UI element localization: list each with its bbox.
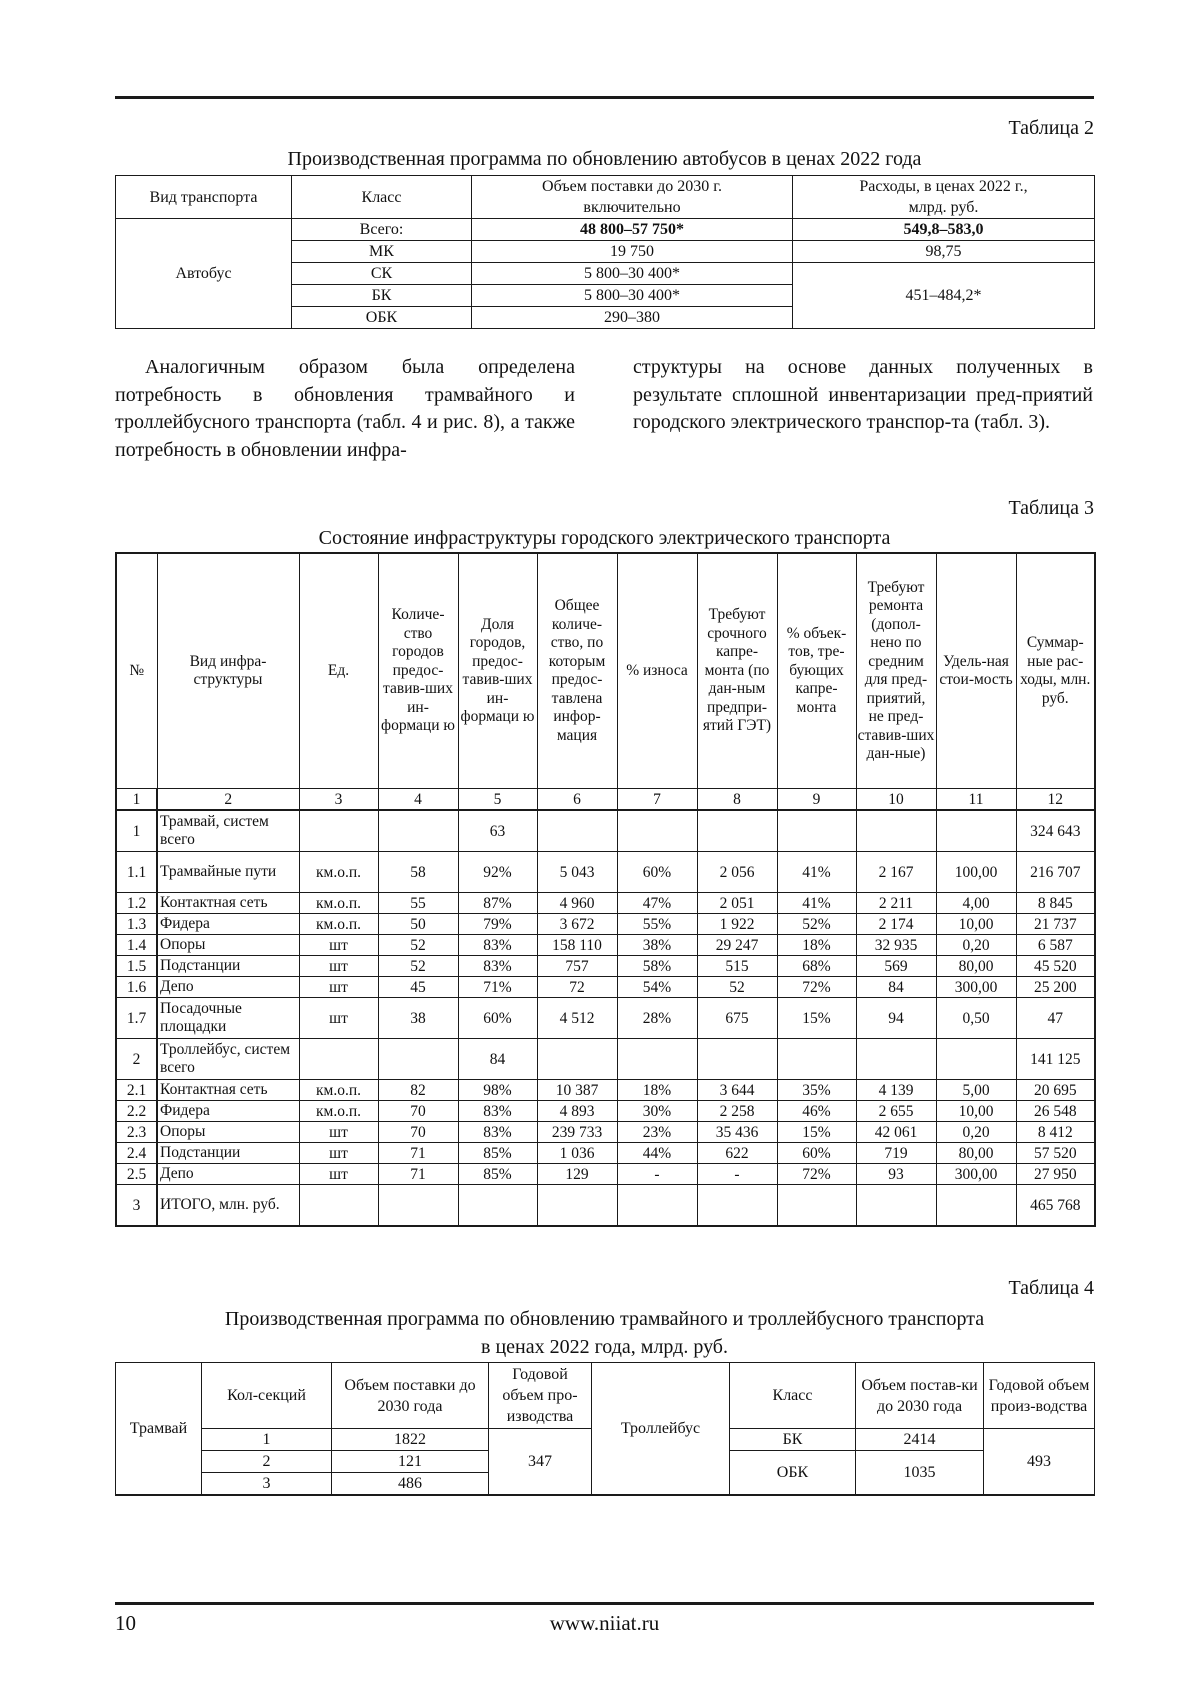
table3-cell: 4 512	[537, 998, 617, 1039]
page-number: 10	[115, 1611, 136, 1635]
table2-volume-cell: 48 800–57 750*	[472, 219, 793, 241]
table3-body	[116, 810, 1095, 1226]
column-number: 7	[617, 789, 697, 811]
table3-cell: 10 387	[537, 1080, 617, 1101]
table3-cell: 38	[378, 998, 458, 1039]
table4-class-cell: БК	[730, 1429, 856, 1451]
table3-cell: 72%	[777, 977, 856, 998]
table4	[115, 1362, 1095, 1496]
table2-class-cell: МК	[292, 241, 472, 263]
table3-header-cell: Удель-ная стои-мость	[936, 553, 1016, 789]
table4-tram-annual: 347	[489, 1429, 592, 1496]
table3-cell: 2 174	[856, 914, 936, 935]
table2-header-cell: Расходы, в ценах 2022 г., млрд. руб.	[793, 176, 1095, 219]
table3-cell: 25 200	[1016, 977, 1095, 998]
column-number: 5	[458, 789, 537, 811]
table3-cell: -	[697, 1164, 777, 1185]
row-number-cell: 1	[116, 810, 157, 852]
table3-cell	[378, 1185, 458, 1227]
table3-cell: 2 167	[856, 852, 936, 893]
table3-cell	[856, 1185, 936, 1227]
column-number: 12	[1016, 789, 1095, 811]
row-number-cell: 2	[116, 1039, 157, 1080]
infrastructure-name-cell: Подстанции	[157, 1143, 299, 1164]
table3-cell: 2 258	[697, 1101, 777, 1122]
table2-cost-cell: 549,8–583,0	[793, 219, 1095, 241]
infrastructure-name-cell: Опоры	[157, 935, 299, 956]
infrastructure-name-cell: Контактная сеть	[157, 893, 299, 914]
column-number: 1	[116, 789, 157, 811]
table3-cell	[777, 1039, 856, 1080]
table3-cell: 83%	[458, 1101, 537, 1122]
table3-cell: 46%	[777, 1101, 856, 1122]
table3-cell: 4 893	[537, 1101, 617, 1122]
table3-cell: 29 247	[697, 935, 777, 956]
table3-cell: 465 768	[1016, 1185, 1095, 1227]
table4-header-cell: Объем поставки до 2030 года	[332, 1363, 489, 1429]
table3-cell: 83%	[458, 1122, 537, 1143]
row-number-cell: 1.1	[116, 852, 157, 893]
footer-rule	[115, 1602, 1094, 1605]
table3-cell: 41%	[777, 852, 856, 893]
table3-cell: 55	[378, 893, 458, 914]
table3-label: Таблица 3	[1008, 497, 1094, 519]
table3-cell: 72	[537, 977, 617, 998]
infrastructure-name-cell: Депо	[157, 1164, 299, 1185]
table3-cell: 28%	[617, 998, 697, 1039]
column-number: 8	[697, 789, 777, 811]
table3-cell: 3 672	[537, 914, 617, 935]
table4-volume-cell: 1035	[856, 1451, 984, 1496]
table3-cell: 2 056	[697, 852, 777, 893]
table3-cell: 68%	[777, 956, 856, 977]
table3-cell: 30%	[617, 1101, 697, 1122]
table3-cell: шт	[299, 956, 378, 977]
table3-cell	[537, 810, 617, 852]
table3-cell: 55%	[617, 914, 697, 935]
table3-cell: 44%	[617, 1143, 697, 1164]
table3-cell: 4,00	[936, 893, 1016, 914]
table3-cell: 71	[378, 1143, 458, 1164]
table3-cell	[856, 810, 936, 852]
table3-cell: 515	[697, 956, 777, 977]
table3-cell: 4 960	[537, 893, 617, 914]
table3-cell: 52	[378, 935, 458, 956]
table3-cell: 5,00	[936, 1080, 1016, 1101]
column-number: 10	[856, 789, 936, 811]
table3-cell: 21 737	[1016, 914, 1095, 935]
table3-cell: 70	[378, 1101, 458, 1122]
table4-title-line1: Производственная программа по обновлению трамвайного и троллейбусного транспорта	[224, 1308, 985, 1330]
table3-cell	[378, 1039, 458, 1080]
table3-cell: 8 412	[1016, 1122, 1095, 1143]
table3-header-cell: % объек-тов, тре-бующих капре-монта	[777, 553, 856, 789]
row-number-cell: 2.2	[116, 1101, 157, 1122]
table3-cell: 141 125	[1016, 1039, 1095, 1080]
table3-cell: 18%	[777, 935, 856, 956]
table3-cell: 239 733	[537, 1122, 617, 1143]
table-row	[116, 893, 1095, 914]
table3-cell: 92%	[458, 852, 537, 893]
table3-cell: 63	[458, 810, 537, 852]
table-row	[116, 1122, 1095, 1143]
table3-cell: 79%	[458, 914, 537, 935]
infrastructure-name-cell: Подстанции	[157, 956, 299, 977]
table3-cell: 8 845	[1016, 893, 1095, 914]
table3-header-cell: % износа	[617, 553, 697, 789]
row-number-cell: 1.4	[116, 935, 157, 956]
table3-header-cell: Ед.	[299, 553, 378, 789]
table4-sections-cell: 1	[202, 1429, 332, 1451]
table3-cell: 18%	[617, 1080, 697, 1101]
infrastructure-name-cell: Трамвай, систем всего	[157, 810, 299, 852]
table3-cell: 70	[378, 1122, 458, 1143]
infrastructure-name-cell: Посадочные площадки	[157, 998, 299, 1039]
table3-cell: 71	[378, 1164, 458, 1185]
table3-cell	[936, 810, 1016, 852]
table-row	[116, 1101, 1095, 1122]
paragraph-left-column: Аналогичным образом была определена потребность в обновления трамвайного и троллейбусного транспорта (табл. 4 и рис. 8), а также потребность в обновлении инфра-	[115, 356, 575, 461]
table3-cell: 324 643	[1016, 810, 1095, 852]
table3-cell: 2 051	[697, 893, 777, 914]
table4-header-row	[116, 1363, 1095, 1429]
table3-cell	[936, 1039, 1016, 1080]
column-number: 9	[777, 789, 856, 811]
table3-cell	[458, 1185, 537, 1227]
table3-header-cell: Вид инфра-структуры	[157, 553, 299, 789]
infrastructure-name-cell: Фидера	[157, 914, 299, 935]
table4-class-cell: ОБК	[730, 1451, 856, 1496]
table3-cell: 4 139	[856, 1080, 936, 1101]
footer-url-link[interactable]: www.niiat.ru	[549, 1611, 660, 1635]
table3-header-cell: Суммар-ные рас-ходы, млн. руб.	[1016, 553, 1095, 789]
table3-cell: 71%	[458, 977, 537, 998]
table2	[115, 175, 1095, 329]
table3-cell: 2 655	[856, 1101, 936, 1122]
table3-cell: 622	[697, 1143, 777, 1164]
table3-cell: 10,00	[936, 914, 1016, 935]
table3-cell: шт	[299, 935, 378, 956]
column-number: 2	[157, 789, 299, 811]
table3-cell: 87%	[458, 893, 537, 914]
table3-cell	[777, 1185, 856, 1227]
column-number: 4	[378, 789, 458, 811]
table3-cell: 300,00	[936, 977, 1016, 998]
table3-cell: 300,00	[936, 1164, 1016, 1185]
table3-cell: 10,00	[936, 1101, 1016, 1122]
table3-cell: 757	[537, 956, 617, 977]
table3-cell: 52	[378, 956, 458, 977]
row-number-cell: 1.3	[116, 914, 157, 935]
table2-class-cell: Всего:	[292, 219, 472, 241]
table3-cell	[697, 1185, 777, 1227]
table3-cell: 84	[458, 1039, 537, 1080]
table3-cell: шт	[299, 1122, 378, 1143]
table4-tram-label: Трамвай	[116, 1363, 202, 1496]
table3-cell	[537, 1185, 617, 1227]
table3-cell: 5 043	[537, 852, 617, 893]
table4-header-cell: Объем постав-ки до 2030 года	[856, 1363, 984, 1429]
table3-cell: 85%	[458, 1164, 537, 1185]
table3-cell: 3 644	[697, 1080, 777, 1101]
table3-cell: 85%	[458, 1143, 537, 1164]
table3-cell: 1 036	[537, 1143, 617, 1164]
table3-cell	[697, 810, 777, 852]
table3-cell: 57 520	[1016, 1143, 1095, 1164]
table3-title: Состояние инфраструктуры городского электрического транспорта	[318, 527, 891, 549]
table2-header-row	[116, 176, 1095, 219]
table4-label: Таблица 4	[1008, 1277, 1094, 1299]
table2-volume-cell: 290–380	[472, 307, 793, 329]
column-number: 11	[936, 789, 1016, 811]
table3-cell: 26 548	[1016, 1101, 1095, 1122]
row-number-cell: 1.2	[116, 893, 157, 914]
table3-cell: 1 922	[697, 914, 777, 935]
table-row	[116, 1164, 1095, 1185]
infrastructure-name-cell: Контактная сеть	[157, 1080, 299, 1101]
table-row	[116, 1185, 1095, 1227]
row-number-cell: 1.7	[116, 998, 157, 1039]
row-number-cell: 2.4	[116, 1143, 157, 1164]
table3-cell: 35 436	[697, 1122, 777, 1143]
table2-class-cell: СК	[292, 263, 472, 285]
table3-cell: 100,00	[936, 852, 1016, 893]
table3-header-cell: №	[116, 553, 157, 789]
table2-cost-cell: 98,75	[793, 241, 1095, 263]
table3-cell: 47	[1016, 998, 1095, 1039]
row-number-cell: 2.5	[116, 1164, 157, 1185]
table3-header-cell: Требуют ремонта (допол-нено по средним для пред-приятий, не пред-ставив-ших дан-ные)	[856, 553, 936, 789]
table3-cell: 2 211	[856, 893, 936, 914]
table4-header-cell: Кол-секций	[202, 1363, 332, 1429]
table3-cell	[299, 810, 378, 852]
table3-cell	[936, 1185, 1016, 1227]
row-number-cell: 1.5	[116, 956, 157, 977]
table3-cell	[299, 1039, 378, 1080]
table3-cell: 83%	[458, 935, 537, 956]
table3-header-cell: Доля городов, предос-тавив-ших ин-формаци ю	[458, 553, 537, 789]
table2-volume-cell: 5 800–30 400*	[472, 263, 793, 285]
table3-cell: 47%	[617, 893, 697, 914]
table3-header-row	[116, 553, 1095, 789]
table4-header-cell: Класс	[730, 1363, 856, 1429]
table-row	[116, 852, 1095, 893]
column-number: 6	[537, 789, 617, 811]
table3-cell: 0,20	[936, 935, 1016, 956]
table-row	[116, 935, 1095, 956]
table3-cell: 35%	[777, 1080, 856, 1101]
table4-header-cell: Годовой объем про-изводства	[489, 1363, 592, 1429]
table3-header-cell: Количе-ство городов предос-тавив-ших ин-формаци ю	[378, 553, 458, 789]
table2-header-cell: Объем поставки до 2030 г. включительно	[472, 176, 793, 219]
table3-cell: 60%	[617, 852, 697, 893]
table-row	[116, 956, 1095, 977]
table3-cell: 45	[378, 977, 458, 998]
infrastructure-name-cell: Фидера	[157, 1101, 299, 1122]
table3-cell: 50	[378, 914, 458, 935]
table4-volume-cell: 2414	[856, 1429, 984, 1451]
row-number-cell: 2.3	[116, 1122, 157, 1143]
table-row	[116, 810, 1095, 852]
table3-cell: 719	[856, 1143, 936, 1164]
table3-cell: км.о.п.	[299, 914, 378, 935]
table-row	[116, 219, 1095, 241]
table3-cell: 72%	[777, 1164, 856, 1185]
table3-cell	[697, 1039, 777, 1080]
table3-cell: 98%	[458, 1080, 537, 1101]
table4-title-line2: в ценах 2022 года, млрд. руб.	[481, 1336, 728, 1358]
table3-cell: 52	[697, 977, 777, 998]
table3-cell: км.о.п.	[299, 852, 378, 893]
infrastructure-name-cell: Депо	[157, 977, 299, 998]
table3-cell: 93	[856, 1164, 936, 1185]
table4-trolleybus-annual: 493	[984, 1429, 1095, 1496]
table-row	[116, 914, 1095, 935]
table3-cell: 60%	[458, 998, 537, 1039]
table3-header-cell: Общее количе-ство, по которым предос-тавлена инфор-мация	[537, 553, 617, 789]
table2-class-cell: ОБК	[292, 307, 472, 329]
table2-header-cell: Вид транспорта	[116, 176, 292, 219]
table2-volume-cell: 5 800–30 400*	[472, 285, 793, 307]
table-row	[116, 998, 1095, 1039]
table-row	[116, 977, 1095, 998]
infrastructure-name-cell: Троллейбус, систем всего	[157, 1039, 299, 1080]
table3-cell: 58	[378, 852, 458, 893]
row-number-cell: 2.1	[116, 1080, 157, 1101]
row-number-cell: 1.6	[116, 977, 157, 998]
table4-trolleybus-label: Троллейбус	[592, 1363, 730, 1496]
table3-cell: 129	[537, 1164, 617, 1185]
table4-volume-cell: 486	[332, 1473, 489, 1496]
table3-cell: 94	[856, 998, 936, 1039]
table3-cell: км.о.п.	[299, 1101, 378, 1122]
infrastructure-name-cell: ИТОГО, млн. руб.	[157, 1185, 299, 1227]
table3-cell: 675	[697, 998, 777, 1039]
table-row	[116, 1143, 1095, 1164]
paragraph-right-column: структуры на основе данных полученных в результате сплошной инвентаризации пред-приятий городского электрического транспор-та (табл. 3).	[633, 356, 1093, 433]
table3-cell: 0,50	[936, 998, 1016, 1039]
table3-cell: шт	[299, 998, 378, 1039]
table3-cell	[537, 1039, 617, 1080]
table3-cell	[617, 1039, 697, 1080]
infrastructure-name-cell: Трамвайные пути	[157, 852, 299, 893]
table3	[115, 552, 1096, 1227]
table2-volume-cell: 19 750	[472, 241, 793, 263]
table2-class-cell: БК	[292, 285, 472, 307]
table3-cell: 6 587	[1016, 935, 1095, 956]
table3-cell: 80,00	[936, 956, 1016, 977]
table3-cell: 58%	[617, 956, 697, 977]
table2-title: Производственная программа по обновлению автобусов в ценах 2022 года	[287, 148, 922, 170]
table-row	[116, 1039, 1095, 1080]
table3-cell: шт	[299, 1164, 378, 1185]
table3-cell: 41%	[777, 893, 856, 914]
table3-cell	[617, 1185, 697, 1227]
table2-label: Таблица 2	[1008, 117, 1094, 139]
table4-volume-cell: 121	[332, 1451, 489, 1473]
table3-cell: 54%	[617, 977, 697, 998]
table4-header-cell: Годовой объем произ-водства	[984, 1363, 1095, 1429]
table3-cell: шт	[299, 977, 378, 998]
table2-header-cell: Класс	[292, 176, 472, 219]
table2-cost-cell: 451–484,2*	[793, 263, 1095, 329]
table3-cell	[299, 1185, 378, 1227]
table3-cell: -	[617, 1164, 697, 1185]
table3-cell: 27 950	[1016, 1164, 1095, 1185]
table3-cell: 42 061	[856, 1122, 936, 1143]
table3-cell	[378, 810, 458, 852]
table3-cell: 45 520	[1016, 956, 1095, 977]
table3-cell: 23%	[617, 1122, 697, 1143]
table4-sections-cell: 3	[202, 1473, 332, 1496]
table3-cell: 569	[856, 956, 936, 977]
table3-cell	[856, 1039, 936, 1080]
table3-cell: 60%	[777, 1143, 856, 1164]
table3-cell: 83%	[458, 956, 537, 977]
table2-transport-cell: Автобус	[116, 219, 292, 329]
column-number: 3	[299, 789, 378, 811]
table3-cell: 52%	[777, 914, 856, 935]
table3-cell: 15%	[777, 1122, 856, 1143]
table4-sections-cell: 2	[202, 1451, 332, 1473]
table3-cell: шт	[299, 1143, 378, 1164]
table3-cell: 82	[378, 1080, 458, 1101]
table3-cell: 38%	[617, 935, 697, 956]
table3-cell: 20 695	[1016, 1080, 1095, 1101]
table3-header-cell: Требуют срочного капре-монта (по дан-ным предпри-ятий ГЭТ)	[697, 553, 777, 789]
header-rule	[115, 96, 1094, 99]
table3-column-number-row	[116, 789, 1095, 811]
table3-cell: 80,00	[936, 1143, 1016, 1164]
table3-cell	[777, 810, 856, 852]
table3-cell	[617, 810, 697, 852]
table3-cell: 15%	[777, 998, 856, 1039]
table3-cell: км.о.п.	[299, 893, 378, 914]
table3-cell: 158 110	[537, 935, 617, 956]
table3-cell: 32 935	[856, 935, 936, 956]
table3-cell: 0,20	[936, 1122, 1016, 1143]
table3-cell: 84	[856, 977, 936, 998]
table3-cell: км.о.п.	[299, 1080, 378, 1101]
row-number-cell: 3	[116, 1185, 157, 1227]
table4-volume-cell: 1822	[332, 1429, 489, 1451]
table3-cell: 216 707	[1016, 852, 1095, 893]
infrastructure-name-cell: Опоры	[157, 1122, 299, 1143]
table-row	[116, 1080, 1095, 1101]
